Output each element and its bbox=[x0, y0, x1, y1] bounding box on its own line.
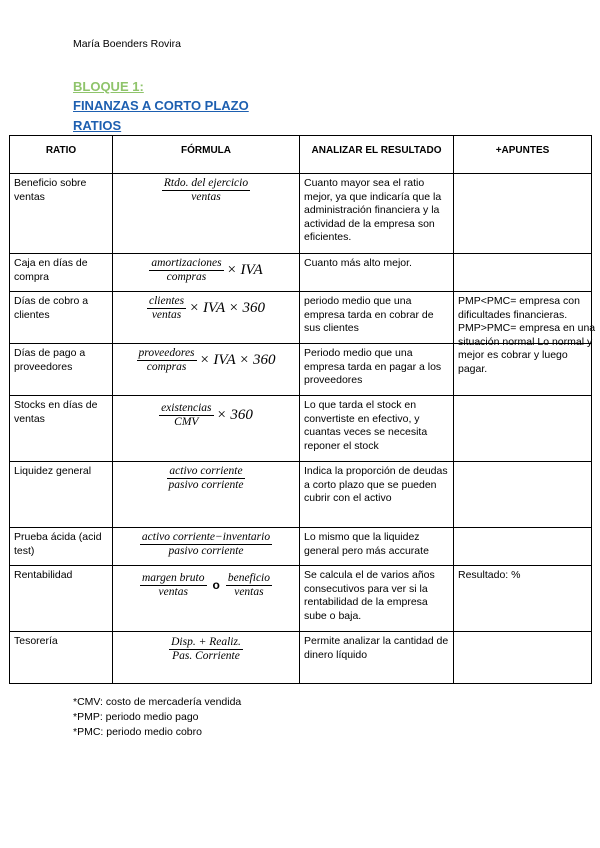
heading-ratios: RATIOS bbox=[73, 118, 122, 133]
ratio-notes bbox=[454, 254, 592, 292]
formula-numerator: beneficio bbox=[227, 572, 270, 584]
fraction bbox=[140, 531, 272, 558]
formula-denominator: ventas bbox=[158, 586, 188, 598]
formula-denominator: ventas bbox=[234, 586, 264, 598]
formula-denominator: ventas bbox=[191, 191, 221, 203]
ratio-formula bbox=[113, 528, 300, 566]
ratio-analysis: Permite analizar la cantidad de dinero líquido bbox=[300, 632, 454, 684]
ratio-analysis: Lo que tarda el stock en convertiste en efectivo, y cuantas veces se necesita reponer el stock bbox=[300, 396, 454, 462]
formula-denominator: pasivo corriente bbox=[168, 479, 244, 491]
ratio-name: Caja en días de compra bbox=[10, 254, 113, 292]
ratio-notes bbox=[454, 396, 592, 462]
ratio-formula bbox=[113, 344, 300, 396]
fraction bbox=[162, 177, 250, 204]
ratio-notes bbox=[454, 344, 592, 396]
table-row bbox=[10, 254, 592, 292]
table-row bbox=[10, 174, 592, 254]
formula-numerator: existencias bbox=[161, 402, 212, 414]
ratio-notes bbox=[454, 174, 592, 254]
formula-operator: × 360 bbox=[216, 406, 253, 423]
footnote-pmc: *PMC: periodo medio cobro bbox=[73, 726, 202, 738]
column-header-ratio: RATIO bbox=[10, 136, 113, 174]
formula-operator: × IVA × 360 bbox=[199, 351, 276, 368]
formula-denominator: Pas. Corriente bbox=[172, 650, 240, 662]
fraction bbox=[169, 636, 243, 663]
ratio-analysis: periodo medio que una empresa tarda en cobrar de sus clientes bbox=[300, 292, 454, 344]
formula-or: o bbox=[212, 577, 220, 592]
formula-numerator: amortizaciones bbox=[151, 257, 222, 269]
fraction bbox=[149, 257, 223, 284]
formula-denominator: compras bbox=[146, 361, 187, 373]
ratio-name: Stocks en días de ventas bbox=[10, 396, 113, 462]
footnote-cmv: *CMV: costo de mercadería vendida bbox=[73, 696, 242, 708]
ratio-formula bbox=[113, 462, 300, 528]
formula-denominator: CMV bbox=[174, 416, 199, 428]
table-row bbox=[10, 462, 592, 528]
ratio-analysis: Cuanto más alto mejor. bbox=[300, 254, 454, 292]
ratio-name: Prueba ácida (acid test) bbox=[10, 528, 113, 566]
fraction bbox=[226, 572, 272, 599]
footnotes bbox=[73, 695, 241, 740]
formula-numerator: proveedores bbox=[138, 347, 195, 359]
fraction bbox=[140, 572, 207, 599]
formula-numerator: margen bruto bbox=[141, 572, 205, 584]
ratio-formula bbox=[113, 292, 300, 344]
formula-operator: × IVA bbox=[226, 261, 263, 278]
ratio-formula bbox=[113, 174, 300, 254]
fraction bbox=[147, 295, 186, 322]
ratio-analysis: Cuanto mayor sea el ratio mejor, ya que indicaría que la administración financiera y la actividad de la empresa son eficientes. bbox=[300, 174, 454, 254]
ratio-analysis: Lo mismo que la liquidez general pero más accurate bbox=[300, 528, 454, 566]
table-row bbox=[10, 566, 592, 632]
footnote-pmp: *PMP: periodo medio pago bbox=[73, 711, 199, 723]
formula-numerator: activo corriente−inventario bbox=[141, 531, 271, 543]
ratio-name: Tesorería bbox=[10, 632, 113, 684]
column-header-formula: FÓRMULA bbox=[113, 136, 300, 174]
ratio-formula bbox=[113, 254, 300, 292]
heading-bloque: BLOQUE 1: bbox=[73, 79, 144, 94]
ratio-analysis: Periodo medio que una empresa tarda en pagar a los proveedores bbox=[300, 344, 454, 396]
column-header-analysis: ANALIZAR EL RESULTADO bbox=[300, 136, 454, 174]
table-row bbox=[10, 396, 592, 462]
ratio-name: Días de cobro a clientes bbox=[10, 292, 113, 344]
table-header-row bbox=[10, 136, 592, 174]
formula-numerator: Rtdo. del ejercicio bbox=[163, 177, 249, 189]
formula-numerator: Disp. + Realiz. bbox=[171, 636, 241, 648]
fraction bbox=[137, 347, 197, 374]
author-name: María Boenders Rovira bbox=[73, 38, 181, 50]
fraction bbox=[159, 402, 213, 429]
heading-topic: FINANZAS A CORTO PLAZO bbox=[73, 98, 249, 113]
table-row bbox=[10, 344, 592, 396]
fraction bbox=[166, 465, 245, 492]
formula-denominator: ventas bbox=[151, 309, 182, 321]
ratio-analysis: Se calcula el de varios años consecutivos para ver si la rentabilidad de la empresa sube o baja. bbox=[300, 566, 454, 632]
formula-numerator: clientes bbox=[148, 295, 185, 307]
ratio-analysis: Indica la proporción de deudas a corto plazo que se pueden cubrir con el activo bbox=[300, 462, 454, 528]
ratio-notes bbox=[454, 528, 592, 566]
ratio-formula bbox=[113, 566, 300, 632]
ratio-notes bbox=[454, 462, 592, 528]
ratio-formula bbox=[113, 396, 300, 462]
table-row bbox=[10, 292, 592, 344]
formula-operator: × IVA × 360 bbox=[189, 299, 266, 316]
ratio-name: Días de pago a proveedores bbox=[10, 344, 113, 396]
ratio-name: Liquidez general bbox=[10, 462, 113, 528]
column-header-notes: +APUNTES bbox=[454, 136, 592, 174]
formula-numerator: activo corriente bbox=[169, 465, 243, 477]
formula-denominator: pasivo corriente bbox=[168, 545, 244, 557]
table-row bbox=[10, 632, 592, 684]
ratio-name: Rentabilidad bbox=[10, 566, 113, 632]
formula-denominator: compras bbox=[166, 271, 207, 283]
ratio-notes bbox=[454, 292, 596, 375]
ratios-table bbox=[9, 135, 596, 684]
ratio-formula bbox=[113, 632, 300, 684]
pmp-pmc-note: PMP<PMC= empresa con dificultades financieras. PMP>PMC= empresa en una situación normal Lo normal y mejor es cobrar y luego pagar. bbox=[458, 295, 596, 375]
ratio-name: Beneficio sobre ventas bbox=[10, 174, 113, 254]
ratio-notes bbox=[454, 632, 592, 684]
ratio-notes: Resultado: % bbox=[454, 566, 592, 632]
table-row bbox=[10, 528, 592, 566]
